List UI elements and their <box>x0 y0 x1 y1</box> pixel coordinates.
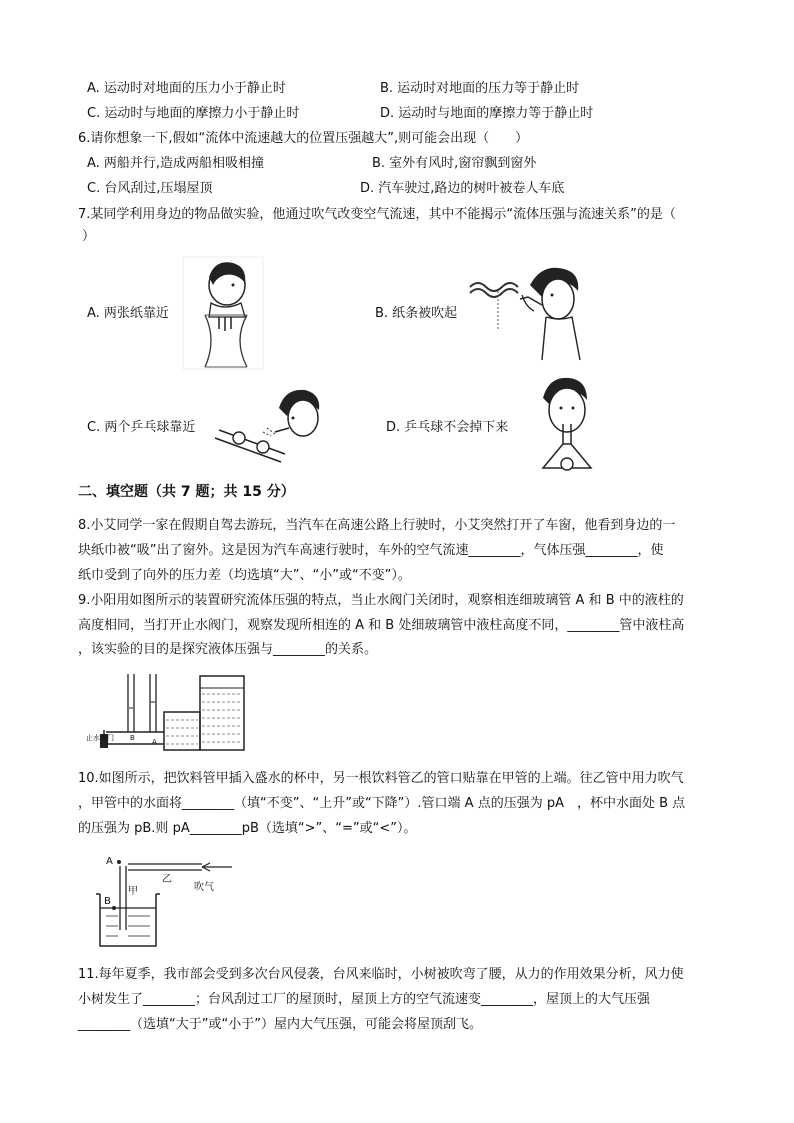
fig-label-yi: 乙 <box>162 874 172 885</box>
section-heading-fill-in: 二、填空题（共 7 题；共 15 分） <box>78 484 295 500</box>
q6-option-a: A. 两船并行,造成两船相吸相撞 <box>87 156 265 171</box>
fig-label-blow: 吹气 <box>194 882 214 893</box>
q7-stem: 7.某同学利用身边的物品做实验，他通过吹气改变空气流速，其中不能揭示“流体压强与流速关系”的是（ <box>78 207 676 222</box>
q9-line-1: 9.小阳用如图所示的装置研究流体压强的特点，当止水阀门关闭时，观察相连细玻璃管 A 和 B 中的液柱的 <box>78 593 684 608</box>
q5-option-c: C. 运动时与地面的摩擦力小于静止时 <box>87 106 300 121</box>
fig-label-a: A <box>106 856 113 867</box>
q7-option-a: A. 两张纸靠近 <box>87 306 169 321</box>
q11-line-2: 小树发生了________；台风刮过工厂的屋顶时，屋顶上方的空气流速变________，屋顶上的大气压强 <box>78 992 651 1007</box>
q10-line-3: 的压强为 pB.则 pA________pB（选填“>”、“=”或“<”）。 <box>78 821 417 836</box>
q7-option-d: D. 乒乓球不会掉下来 <box>386 420 509 435</box>
figure-water-tubes <box>86 668 246 756</box>
figure-funnel-ping-pong <box>517 372 617 477</box>
q8-line-1: 8.小艾同学一家在假期自驾去游玩，当汽车在高速公路上行驶时，小艾突然打开了车窗，他看到身边的一 <box>78 518 676 533</box>
q9-line-2: 高度相同，当打开止水阀门，观察发现所相连的 A 和 B 处细玻璃管中液柱高度不同，________管中液柱高 <box>78 618 685 633</box>
q7-stem-end: ） <box>82 229 96 244</box>
q11-line-3: ________（选填“大于”或“小于”）屋内大气压强，可能会将屋顶刮飞。 <box>78 1017 482 1032</box>
fig-label-b: B <box>130 734 135 742</box>
q7-option-b: B. 纸条被吹起 <box>375 306 458 321</box>
q6-option-d: D. 汽车驶过,路边的树叶被卷人车底 <box>360 181 565 196</box>
fig-valve-label: 止水阀门 <box>86 734 114 742</box>
figure-two-ping-pong-balls <box>205 380 325 465</box>
figure-paper-strip <box>462 255 587 365</box>
q8-line-2: 块纸巾被“吸”出了窗外。这是因为汽车高速行驶时，车外的空气流速________，气体压强________，使 <box>78 543 664 558</box>
q5-option-d: D. 运动时与地面的摩擦力等于静止时 <box>380 106 594 121</box>
q6-option-c: C. 台风刮过,压塌屋顶 <box>87 181 213 196</box>
q5-option-b: B. 运动时对地面的压力等于静止时 <box>380 81 580 96</box>
fig-label-a: A <box>152 738 157 746</box>
q8-line-3: 纸巾受到了向外的压力差（均选填“大”、“小”或“不变”）。 <box>78 568 411 583</box>
q6-stem: 6.请你想象一下,假如“流体中流速越大的位置压强越大”,则可能会出现（ ） <box>78 131 529 146</box>
q7-option-c: C. 两个乒乓球靠近 <box>87 420 196 435</box>
fig-label-b: B <box>104 896 111 907</box>
figure-two-papers <box>175 255 265 370</box>
figure-straw-cup <box>92 850 242 950</box>
q11-line-1: 11.每年夏季，我市部会受到多次台风侵袭，台风来临时，小树被吹弯了腰，从力的作用效果分析，风力使 <box>78 967 684 982</box>
q10-line-1: 10.如图所示，把饮料管甲插入盛水的杯中，另一根饮料管乙的管口贴靠在甲管的上端。往乙管中用力吹气 <box>78 771 684 786</box>
q9-line-3: ，该实验的目的是探究液体压强与________的关系。 <box>78 642 378 657</box>
fig-label-jia: 甲 <box>128 886 138 897</box>
q6-option-b: B. 室外有风时,窗帘飘到窗外 <box>372 156 537 171</box>
q10-line-2: ，甲管中的水面将________（填“不变”、“上升”或“下降”）.管口端 A 点的压强为 pA ，杯中水面处 B 点 <box>78 796 686 811</box>
q5-option-a: A. 运动时对地面的压力小于静止时 <box>87 81 286 96</box>
